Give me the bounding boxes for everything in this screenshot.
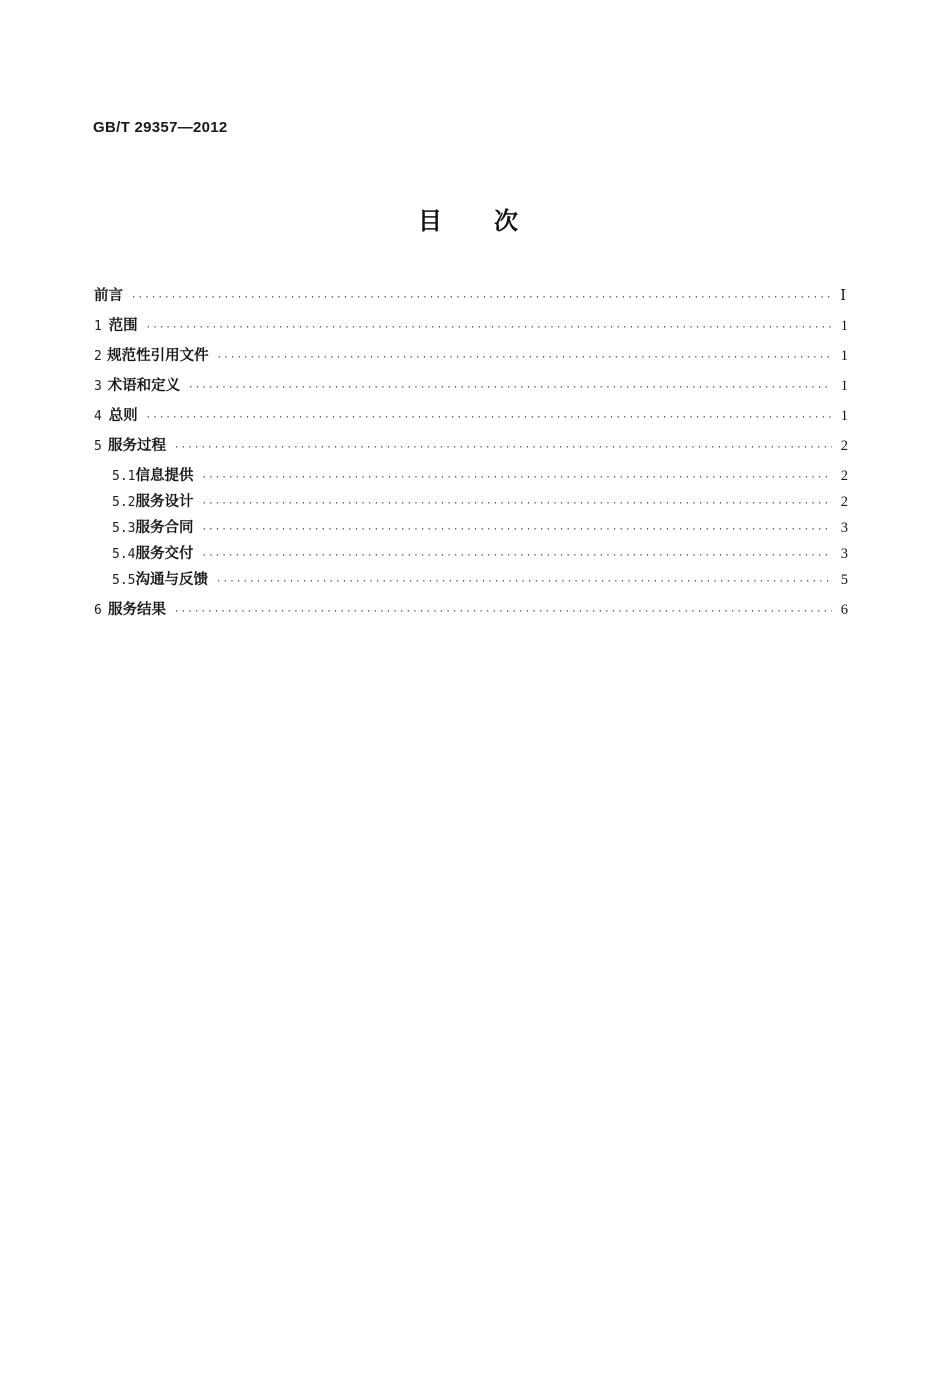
toc-entry-number: 3 [94, 379, 102, 394]
toc-entry-preface[interactable] [94, 284, 846, 306]
toc-entry-label: 信息提供 [135, 468, 194, 484]
toc-entry-page: 2 [840, 468, 848, 484]
toc-entry-number: 2 [94, 349, 102, 364]
toc-leader-dots [201, 526, 832, 535]
toc-leader-dots [174, 608, 832, 617]
document-code: GB/T 29357—2012 [93, 119, 228, 136]
toc-entry-4[interactable] [94, 404, 848, 426]
toc-entry-label: 服务过程 [107, 438, 166, 454]
toc-leader-dots [201, 552, 832, 561]
toc-entry-2[interactable] [94, 344, 848, 366]
toc-leader-dots [188, 384, 832, 393]
toc-entry-number: 5.2 [112, 495, 136, 510]
toc-leader-dots [146, 414, 832, 423]
toc-entry-label: 服务交付 [135, 546, 194, 562]
toc-entry-page: 1 [840, 378, 848, 394]
toc-leader-dots [146, 324, 832, 333]
toc-entry-number: 1 [94, 319, 102, 334]
toc-entry-page: 2 [840, 494, 848, 510]
toc-entry-page: 1 [840, 348, 848, 364]
toc-entry-label: 前言 [94, 288, 123, 304]
toc-leader-dots [217, 354, 832, 363]
toc-entry-label: 范围 [108, 318, 138, 334]
toc-entry-label: 服务设计 [135, 494, 194, 510]
toc-entry-label: 服务合同 [135, 520, 194, 536]
toc-entry-label: 服务结果 [107, 602, 166, 618]
toc-entry-page: 5 [840, 572, 848, 588]
toc-entry-1[interactable] [94, 314, 848, 336]
toc-entry-page: 1 [840, 318, 848, 334]
toc-entry-3[interactable] [94, 374, 848, 396]
toc-entry-label: 沟通与反馈 [135, 572, 208, 588]
toc-entry-number: 4 [94, 409, 102, 424]
toc-entry-label: 术语和定义 [107, 378, 181, 394]
toc-leader-dots [131, 294, 830, 303]
toc-title: 目次 [418, 207, 570, 235]
toc-entry-5-1[interactable] [112, 464, 848, 486]
toc-entry-page: 1 [840, 408, 848, 424]
toc-entry-number: 5.5 [112, 573, 136, 588]
toc-entry-page: 2 [840, 438, 848, 454]
toc-entry-page: Ⅰ [840, 288, 846, 304]
toc-entry-5-2[interactable] [112, 490, 848, 512]
toc-entry-label: 规范性引用文件 [107, 348, 209, 364]
toc-entry-number: 6 [94, 603, 102, 618]
toc-entry-page: 3 [840, 546, 848, 562]
toc-entry-6[interactable] [94, 598, 848, 620]
toc-leader-dots [201, 500, 832, 509]
toc-entry-5-4[interactable] [112, 542, 848, 564]
toc-leader-dots [216, 578, 832, 587]
toc-leader-dots [201, 474, 832, 483]
toc-leader-dots [174, 444, 832, 453]
toc-entry-page: 6 [840, 602, 848, 618]
toc-entry-label: 总则 [108, 408, 138, 424]
toc-entry-page: 3 [840, 520, 848, 536]
toc-entry-number: 5.3 [112, 521, 136, 536]
toc-entry-5-5[interactable] [112, 568, 848, 590]
toc-entry-5-3[interactable] [112, 516, 848, 538]
toc-entry-number: 5.4 [112, 547, 136, 562]
toc-entry-number: 5 [94, 439, 102, 454]
toc-entry-5[interactable] [94, 434, 848, 456]
toc-entry-number: 5.1 [112, 469, 136, 484]
